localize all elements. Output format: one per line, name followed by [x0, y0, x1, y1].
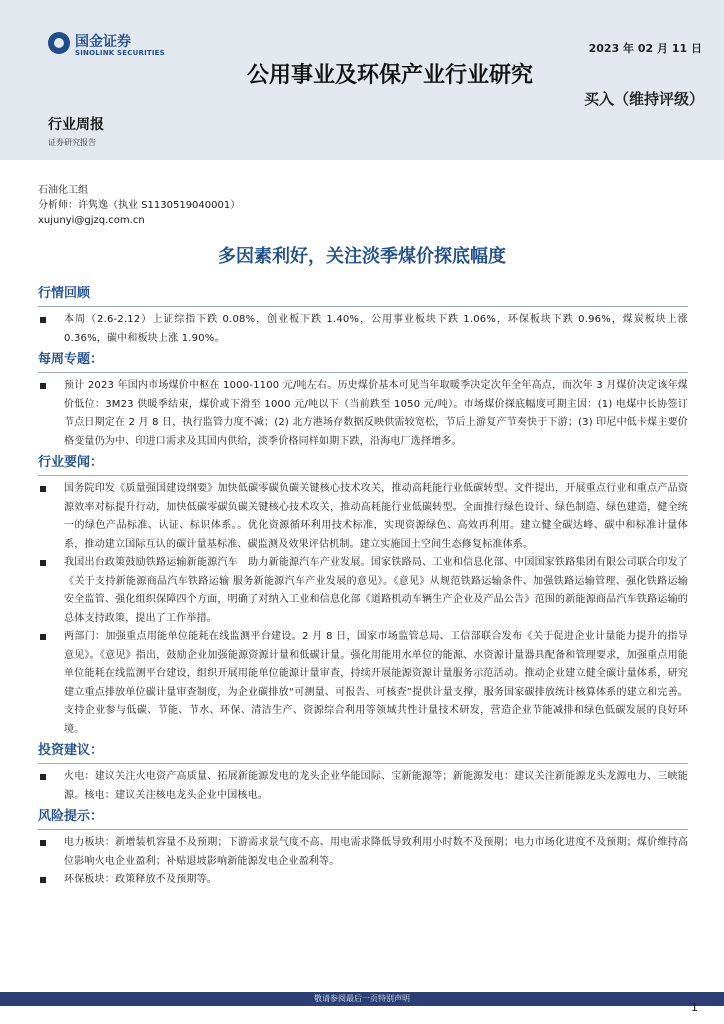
bullet-item: 预计 2023 年国内市场煤价中枢在 1000-1100 元/吨左右。历史煤价基本可见当年取暖季决定次年全年高点，而次年 3 月煤价决定该年煤价低位：3M23 供暖季结束，煤价或下滑至 1000 元/吨以下（当前跌至 1050 元/吨）。市场煤价探底幅度可期主因：(1) 电煤中长协签订节点日期定在 2 月 8 日，执行监管力度不减；(2) 北方港场存数据反映供需较宽松，节后上游复产节奏快于下游；(3) 印尼中低卡煤主要价格变量仍为中、印进口需求及其国内供给，淡季价格同样如期下跌，沿海电厂选择增多。 — [38, 377, 688, 451]
footer-disclaimer: 敬请参阅最后一页特别声明 — [314, 994, 410, 1003]
section-title: 投资建议： — [38, 743, 104, 758]
section-title: 行业要闻： — [38, 455, 104, 470]
report-subtype: 证券研究报告 — [48, 138, 96, 147]
report-headline: 多因素利好，关注淡季煤价探底幅度 — [218, 246, 506, 267]
bullet-item: 本周（2.6-2.12）上证综指下跌 0.08%，创业板下跌 1.40%，公用事业板块下跌 1.06%，环保板块下跌 0.96%，煤炭板块上涨 0.36%，碳中和板块上涨 1.90%。 — [38, 311, 688, 348]
section-divider — [38, 829, 688, 830]
section-industry-news — [38, 453, 688, 739]
brand-name-en: SINOLINK SECURITIES — [75, 49, 165, 57]
bullet-item: 环保板块：政策释放不及预期等。 — [38, 871, 688, 890]
brand-name-cn: 国金证券 — [75, 34, 131, 50]
section-title: 风险提示： — [38, 809, 104, 824]
analyst-line: 分析师：许隽逸（执业 S1130519040001） — [38, 200, 241, 211]
report-title: 公用事业及环保产业行业研究 — [246, 63, 533, 88]
report-date: 2023 年 02 月 11 日 — [588, 42, 702, 55]
report-body — [38, 284, 688, 892]
report-type: 行业周报 — [48, 117, 104, 133]
section-divider — [38, 372, 688, 373]
section-weekly-topic — [38, 350, 688, 451]
rating-badge: 买入（维持评级） — [583, 90, 704, 108]
section-title: 行情回顾 — [38, 286, 91, 301]
bullet-item: 我国出台政策鼓励铁路运输新能源汽车 助力新能源汽车产业发展。国家铁路局、工业和信息化部、中国国家铁路集团有限公司联合印发了《关于支持新能源商品汽车铁路运输 服务新能源汽车产业发展的意见》。《意见》从规范铁路运输条件、加强铁路运输管理、强化铁路运输安全监管、强化组织保障四个方面，明确了对纳入工业和信息化部《道路机动车辆生产企业及产品公告》范围的新能源商品汽车铁路运输的总体支持政策，提出了工作举措。 — [38, 554, 688, 628]
section-title: 每周专题： — [38, 352, 104, 367]
bullet-item: 电力板块：新增装机容量不及预期；下游需求景气度不高、用电需求降低导致利用小时数不及预期；电力市场化进度不及预期；煤价维持高位影响火电企业盈利；补贴退坡影响新能源发电企业盈利等。 — [38, 834, 688, 871]
bullet-item: 两部门：加强重点用能单位能耗在线监测平台建设。2 月 8 日，国家市场监管总局、工信部联合发布《关于促进企业计量能力提升的指导意见》。《意见》指出，鼓励企业加强能源资源计量和低碳计量。强化用能用水单位的能源、水资源计量器具配备和管理要求，加强重点用能单位能耗在线监测平台建设，组织开展用能单位能源计量审查，持续开展能源资源计量服务示范活动。推动企业建立健全碳计量体系，研究建立重点排放单位碳计量审查制度，为企业碳排放“可测量、可报告、可核查”提供计量支撑，服务国家碳排放统计核算体系的建立和完善。支持企业参与低碳、节能、节水、环保、清洁生产、资源综合利用等领域共性计量技术研发，营造企业节能减排和绿色低碳发展的良好环境。 — [38, 628, 688, 739]
author-block — [38, 183, 240, 228]
bullet-item: 火电：建议关注火电资产高质量、拓展新能源发电的龙头企业华能国际、宝新能源等；新能源发电：建议关注新能源龙头龙源电力、三峡能源。核电：建议关注核电龙头企业中国核电。 — [38, 768, 688, 805]
section-divider — [38, 475, 688, 476]
section-divider — [38, 306, 688, 307]
section-risk-warning — [38, 807, 688, 890]
research-group: 石油化工组 — [38, 185, 88, 196]
bullet-item: 国务院印发《质量强国建设纲要》加快低碳零碳负碳关键核心技术攻关，推动高耗能行业低碳转型。文件提出，开展重点行业和重点产品资源效率对标提升行动，加快低碳零碳负碳关键核心技术攻关，推动高耗能行业低碳转型。全面推行绿色设计、绿色制造、绿色建造，健全统一的绿色产品标准、认证、标识体系。。优化资源循环利用技术标准，实现资源绿色、高效再利用。建立健全碳达峰、碳中和标准计量体系，推动建立国际互认的碳计量基标准、碳监测及效果评估机制。建立实施国土空间生态修复标准体系。 — [38, 480, 688, 554]
section-investment-advice — [38, 741, 688, 805]
brand-logo — [48, 30, 168, 62]
logo-icon — [48, 32, 70, 54]
page-number: 1 — [691, 1001, 698, 1014]
section-divider — [38, 763, 688, 764]
analyst-email[interactable]: xujunyi@gjzq.com.cn — [38, 215, 145, 226]
report-header — [0, 0, 724, 160]
section-market-review — [38, 284, 688, 348]
